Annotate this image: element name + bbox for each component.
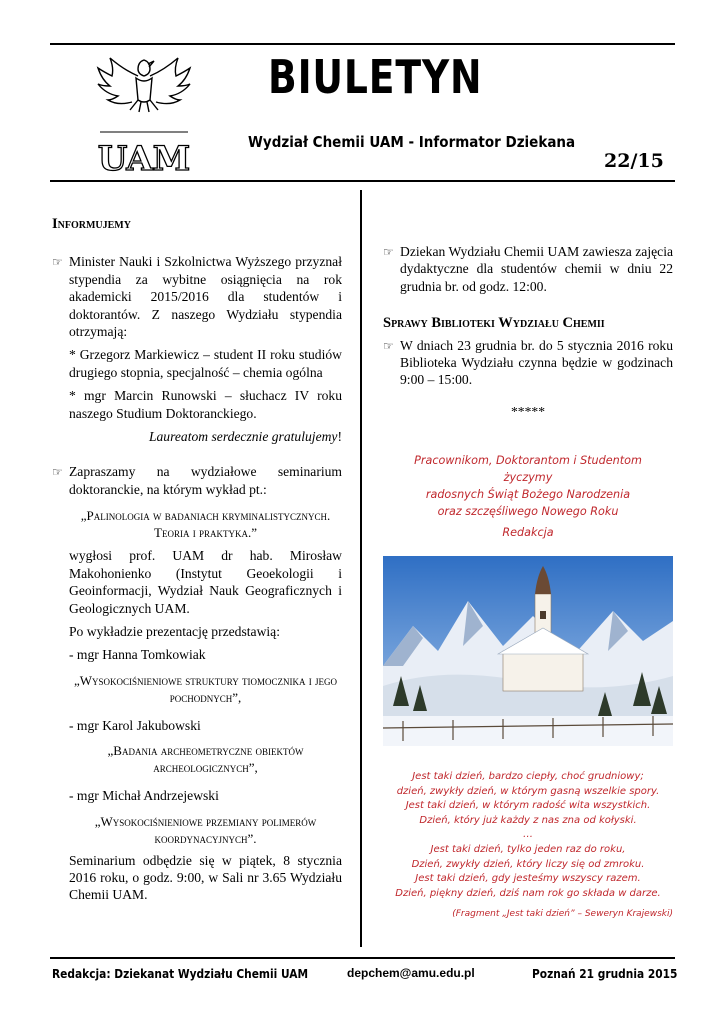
greeting-line-4: oraz szczęśliwego Nowego Roku (437, 505, 619, 518)
right-column (383, 243, 673, 420)
header-bottom-rule (50, 180, 675, 182)
recipient-1: * Grzegorz Markiewicz – student II roku studiów drugiego stopnia, specjalność – chemia ogólna (69, 347, 342, 380)
pointing-hand-icon: ☞ (52, 255, 63, 270)
poem-line-9: Dzień, piękny dzień, dziś nam rok go składa w darze. (395, 887, 661, 899)
logo-text: UAM (97, 139, 191, 176)
news-item-seminar (52, 463, 342, 498)
poem-source: (Fragment „Jest taki dzień” – Seweryn Krajewski) (452, 909, 673, 919)
poem-line-7: Dzień, zwykły dzień, który liczy się od zmroku. (411, 858, 645, 870)
issue-number: 22/15 (604, 150, 664, 172)
poem (383, 770, 673, 901)
poem-line-8: Jest taki dzień, gdy jesteśmy wszyscy razem. (415, 873, 641, 885)
presenter-1-title: „Wysokociśnieniowe struktury tiomocznika i jego pochodnych”, (73, 672, 338, 705)
poem-line-2: dzień, zwykły dzień, w którym gasną wszelkie spory. (396, 785, 660, 797)
masthead-title: BIULETYN (268, 50, 483, 104)
footer-email-link[interactable]: depchem@amu.edu.pl (347, 966, 475, 980)
footer-editorial: Redakcja: Dziekanat Wydziału Chemii UAM (52, 966, 309, 981)
congratulations (69, 428, 342, 445)
poem-line-1: Jest taki dzień, bardzo ciepły, choć grudniowy; (412, 771, 644, 782)
holiday-greeting (383, 452, 673, 541)
footer-place-date: Poznań 21 grudnia 2015 (532, 966, 678, 981)
separator-stars: ***** (511, 403, 545, 419)
presenter-2-title: „Badania archeometryczne obiektów archeologicznych”, (107, 743, 304, 776)
congratulations-mark: ! (337, 429, 342, 445)
poem-line-6: Jest taki dzień, tylko jeden raz do roku, (430, 843, 626, 855)
seminar-closing: Seminarium odbędzie się w piątek, 8 stycznia 2016 roku, o godz. 9:00, w Sali nr 3.65 Wydziału Chemii UAM. (69, 852, 342, 903)
top-rule (50, 43, 675, 45)
greeting-line-1: Pracownikom, Doktorantom i Studentom (414, 454, 642, 467)
greeting-line-2: życzymy (503, 471, 553, 484)
left-column (52, 216, 342, 904)
news-item-classes-suspended (383, 243, 673, 295)
presenter-3: - mgr Michał Andrzejewski (69, 788, 219, 804)
masthead-subtitle: Wydział Chemii UAM - Informator Dziekana (248, 133, 576, 151)
column-divider (360, 190, 362, 947)
library-hours-text: W dniach 23 grudnia br. do 5 stycznia 2016 roku Biblioteka Wydziału czynna będzie w godzinach 9:00 – 15:00. (400, 337, 673, 388)
presenter-3-title: „Wysokociśnieniowe przemiany polimerów koordynacyjnych”. (94, 813, 317, 846)
poem-line-4: Dzień, który już każdy z nas zna od kołyski. (419, 814, 637, 826)
uam-eagle-logo (92, 52, 196, 176)
presenters-intro: Po wykładzie prezentację przedstawią: (69, 623, 280, 639)
lecture-speaker: wygłosi prof. UAM dr hab. Mirosław Makohonienko (Instytut Geoekologii i Geoinformacji, Wydział Nauk Geograficznych i Geologicznych UAM. (69, 548, 342, 616)
footer-rule (50, 957, 675, 959)
news-item-scholarships (52, 253, 342, 445)
presenter-1: - mgr Hanna Tomkowiak (69, 647, 206, 663)
pointing-hand-icon: ☞ (383, 338, 394, 353)
poem-line-5: … (523, 829, 533, 841)
greeting-line-3: radosnych Świąt Bożego Narodzenia (425, 488, 631, 501)
greeting-signature: Redakcja (502, 526, 554, 539)
classes-suspended-text: Dziekan Wydziału Chemii UAM zawiesza zajęcia dydaktyczne dla studentów chemii w dniu 22 grudnia br. od godz. 12:00. (400, 244, 673, 294)
section-heading-library: Sprawy Biblioteki Wydziału Chemii (383, 315, 605, 332)
congratulations-text: Laureatom serdecznie gratulujemy (148, 429, 338, 445)
pointing-hand-icon: ☞ (383, 245, 394, 259)
winter-church-photo (383, 556, 673, 746)
news-item-library-hours (383, 337, 673, 389)
scholarship-text: Minister Nauki i Szkolnictwa Wyższego przyznał stypendia za wybitne osiągnięcia na rok akademicki 2015/2016 dla studentów i doktorantów. Z naszego Wydziału stypendia otrzymają: (69, 254, 342, 340)
lecture-title: „Palinologia w badaniach kryminalistycznych. Teoria i praktyka.” (80, 508, 331, 541)
pointing-hand-icon: ☞ (52, 465, 63, 480)
presenter-2: - mgr Karol Jakubowski (69, 717, 201, 733)
seminar-intro: Zapraszamy na wydziałowe seminarium doktoranckie, na którym wykład pt.: (69, 464, 342, 497)
recipient-2: * mgr Marcin Runowski – słuchacz IV roku naszego Studium Doktoranckiego. (69, 388, 342, 421)
section-heading-informujemy: Informujemy (52, 216, 131, 232)
poem-line-3: Jest taki dzień, w którym radość wita wszystkich. (405, 800, 651, 812)
